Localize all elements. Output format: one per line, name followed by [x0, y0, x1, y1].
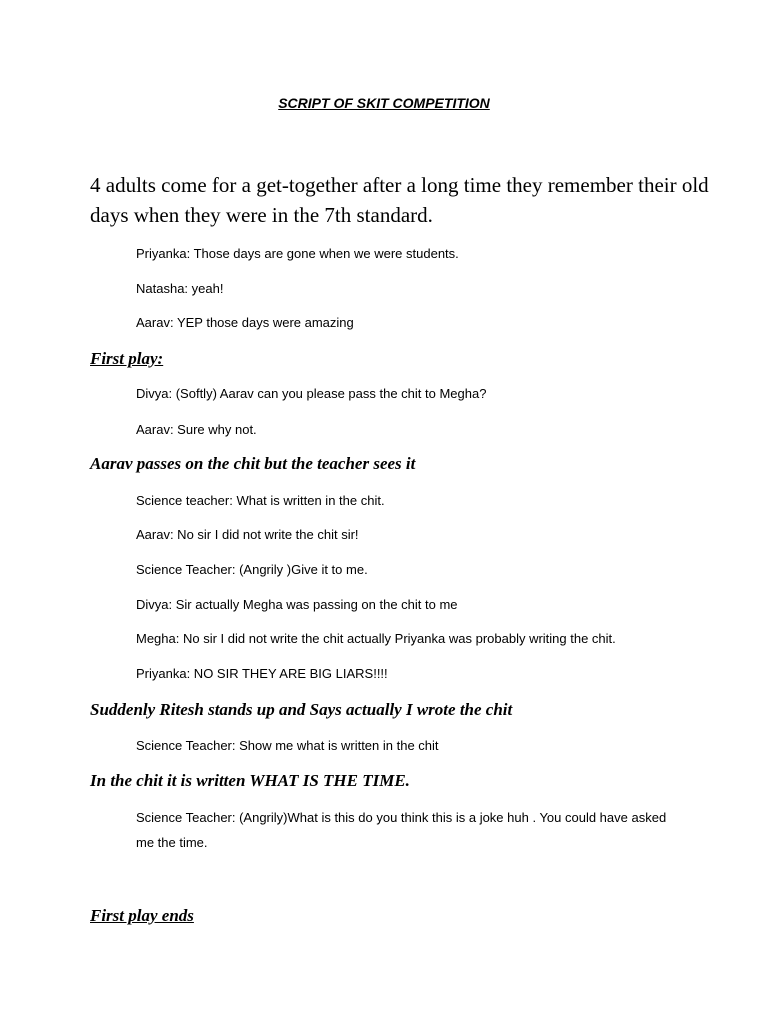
dialogue-line: Priyanka: NO SIR THEY ARE BIG LIARS!!!! — [136, 666, 388, 681]
intro-paragraph: 4 adults come for a get-together after a long time they remember their old days when they were in the 7th standard. — [90, 173, 709, 227]
dialogue-line: Science Teacher: (Angrily)What is this do you think this is a joke huh . You could have asked me the time. — [136, 810, 667, 850]
stage-direction: Suddenly Ritesh stands up and Says actually I wrote the chit — [90, 700, 513, 719]
dialogue-line: Divya: (Softly) Aarav can you please pass the chit to Megha? — [136, 386, 487, 401]
dialogue-line: Natasha: yeah! — [136, 281, 224, 296]
stage-direction: In the chit it is written WHAT IS THE TIME. — [90, 771, 410, 790]
section-heading-first-play: First play: — [90, 349, 164, 368]
dialogue-line: Aarav: No sir I did not write the chit sir! — [136, 527, 359, 542]
section-heading-first-play-ends: First play ends — [90, 906, 194, 925]
dialogue-line: Science Teacher: Show me what is written in the chit — [136, 738, 439, 753]
dialogue-line: Science Teacher: (Angrily )Give it to me. — [136, 562, 368, 577]
dialogue-line: Divya: Sir actually Megha was passing on the chit to me — [136, 597, 458, 612]
dialogue-line: Aarav: Sure why not. — [136, 422, 257, 437]
dialogue-line: Aarav: YEP those days were amazing — [136, 315, 354, 330]
document-title: SCRIPT OF SKIT COMPETITION — [278, 95, 490, 111]
dialogue-line: Science teacher: What is written in the chit. — [136, 493, 385, 508]
dialogue-line: Megha: No sir I did not write the chit actually Priyanka was probably writing the chit. — [136, 631, 616, 646]
dialogue-line: Priyanka: Those days are gone when we were students. — [136, 246, 459, 261]
stage-direction: Aarav passes on the chit but the teacher sees it — [90, 454, 416, 473]
